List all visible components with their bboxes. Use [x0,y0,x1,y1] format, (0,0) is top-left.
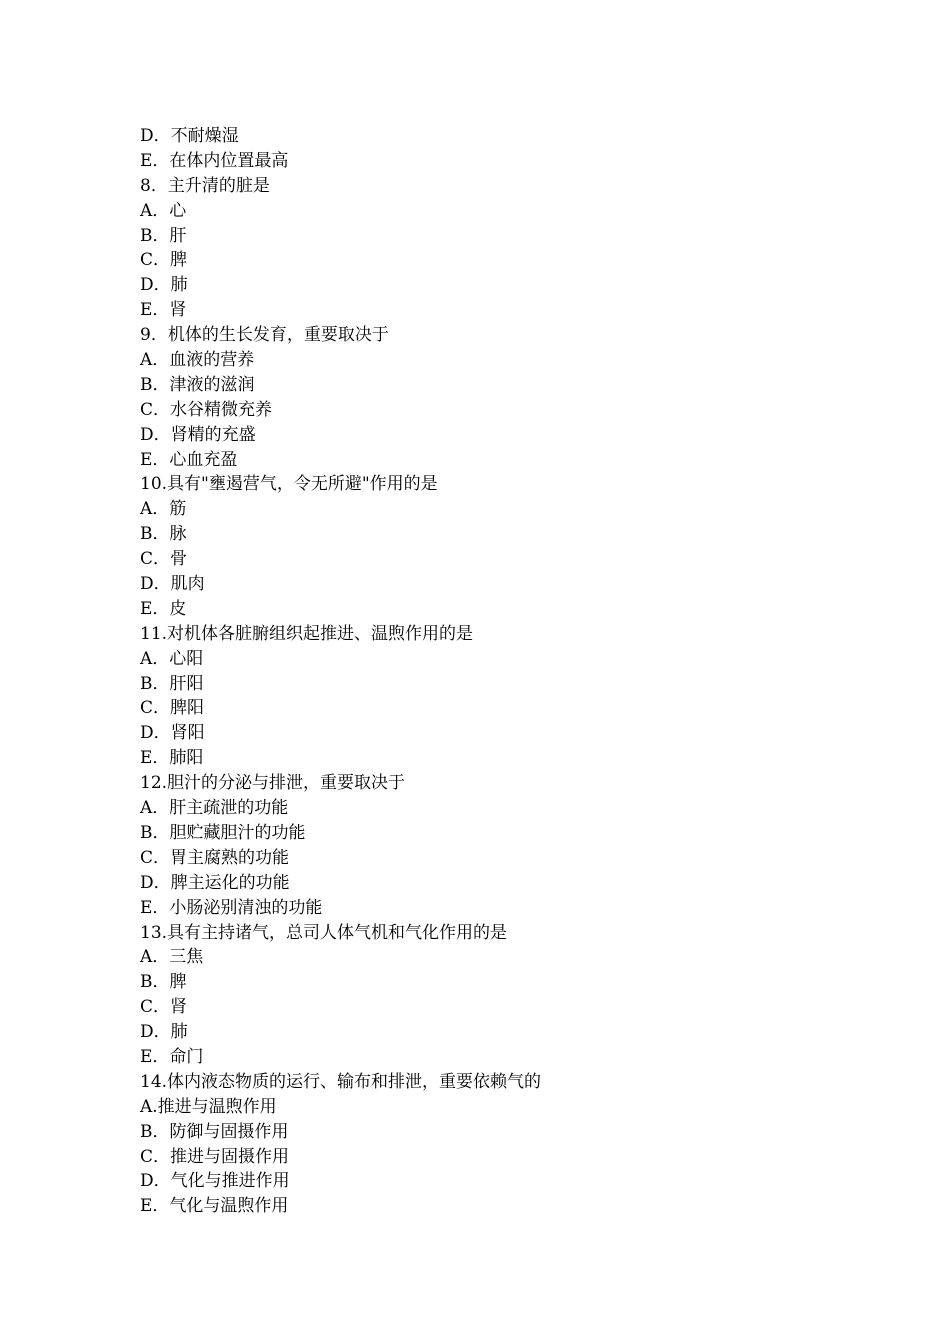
option-line: B．肝阳 [140,673,204,694]
option-line: E．气化与温煦作用 [140,1196,289,1217]
option-line: B．防御与固摄作用 [140,1121,289,1142]
question-line: 10.具有"壅遏营气，令无所避"作用的是 [140,474,438,495]
option-line: D．不耐燥湿 [140,126,239,146]
option-line: B．脉 [140,524,187,545]
option-line: E．小肠泌别清浊的功能 [140,897,323,918]
option-line: B．胆贮藏胆汁的功能 [140,822,306,843]
option-line: A．三焦 [140,947,204,968]
option-line: B．脾 [140,972,187,993]
option-line: A．肝主疏泄的功能 [140,798,289,819]
option-line: A．筋 [140,499,187,520]
option-line: D．肾精的充盛 [140,424,256,445]
option-line: C．推进与固摄作用 [140,1146,290,1167]
option-line: B．肝 [140,225,187,246]
option-line: A．血液的营养 [140,350,255,371]
option-line: D．肌肉 [140,574,205,595]
option-line: C．胃主腐熟的功能 [140,847,290,868]
option-line: D．气化与推进作用 [140,1171,290,1192]
question-line: 9．机体的生长发育，重要取决于 [140,325,389,346]
option-line: D．肺 [140,275,188,296]
option-line: D．肺 [140,1022,188,1043]
question-line: 8．主升清的脏是 [140,175,270,196]
question-line: 13.具有主持诸气，总司人体气机和气化作用的是 [140,922,508,943]
option-line: C．骨 [140,549,188,570]
option-line: E．命门 [140,1046,204,1067]
option-line: A．心 [140,200,187,221]
option-line: E．在体内位置最高 [140,150,289,171]
question-line: 12.胆汁的分泌与排泄，重要取决于 [140,773,406,794]
option-line: C．水谷精微充养 [140,399,273,420]
option-line: C．肾 [140,997,188,1018]
question-list [140,124,820,1219]
option-line: D．脾主运化的功能 [140,872,290,893]
question-line: 11.对机体各脏腑组织起推进、温煦作用的是 [140,623,474,644]
option-line: E．心血充盈 [140,449,238,470]
option-line: E．肾 [140,300,187,321]
option-line: E．肺阳 [140,748,204,769]
option-line: B．津液的滋润 [140,374,255,395]
option-line: A．心阳 [140,648,204,669]
option-line: E．皮 [140,598,187,619]
option-line: A.推进与温煦作用 [140,1096,277,1117]
option-line: C．脾 [140,250,188,271]
option-line: C．脾阳 [140,698,205,719]
question-line: 14.体内液态物质的运行、输布和排泄，重要依赖气的 [140,1071,542,1092]
option-line: D．肾阳 [140,723,205,744]
